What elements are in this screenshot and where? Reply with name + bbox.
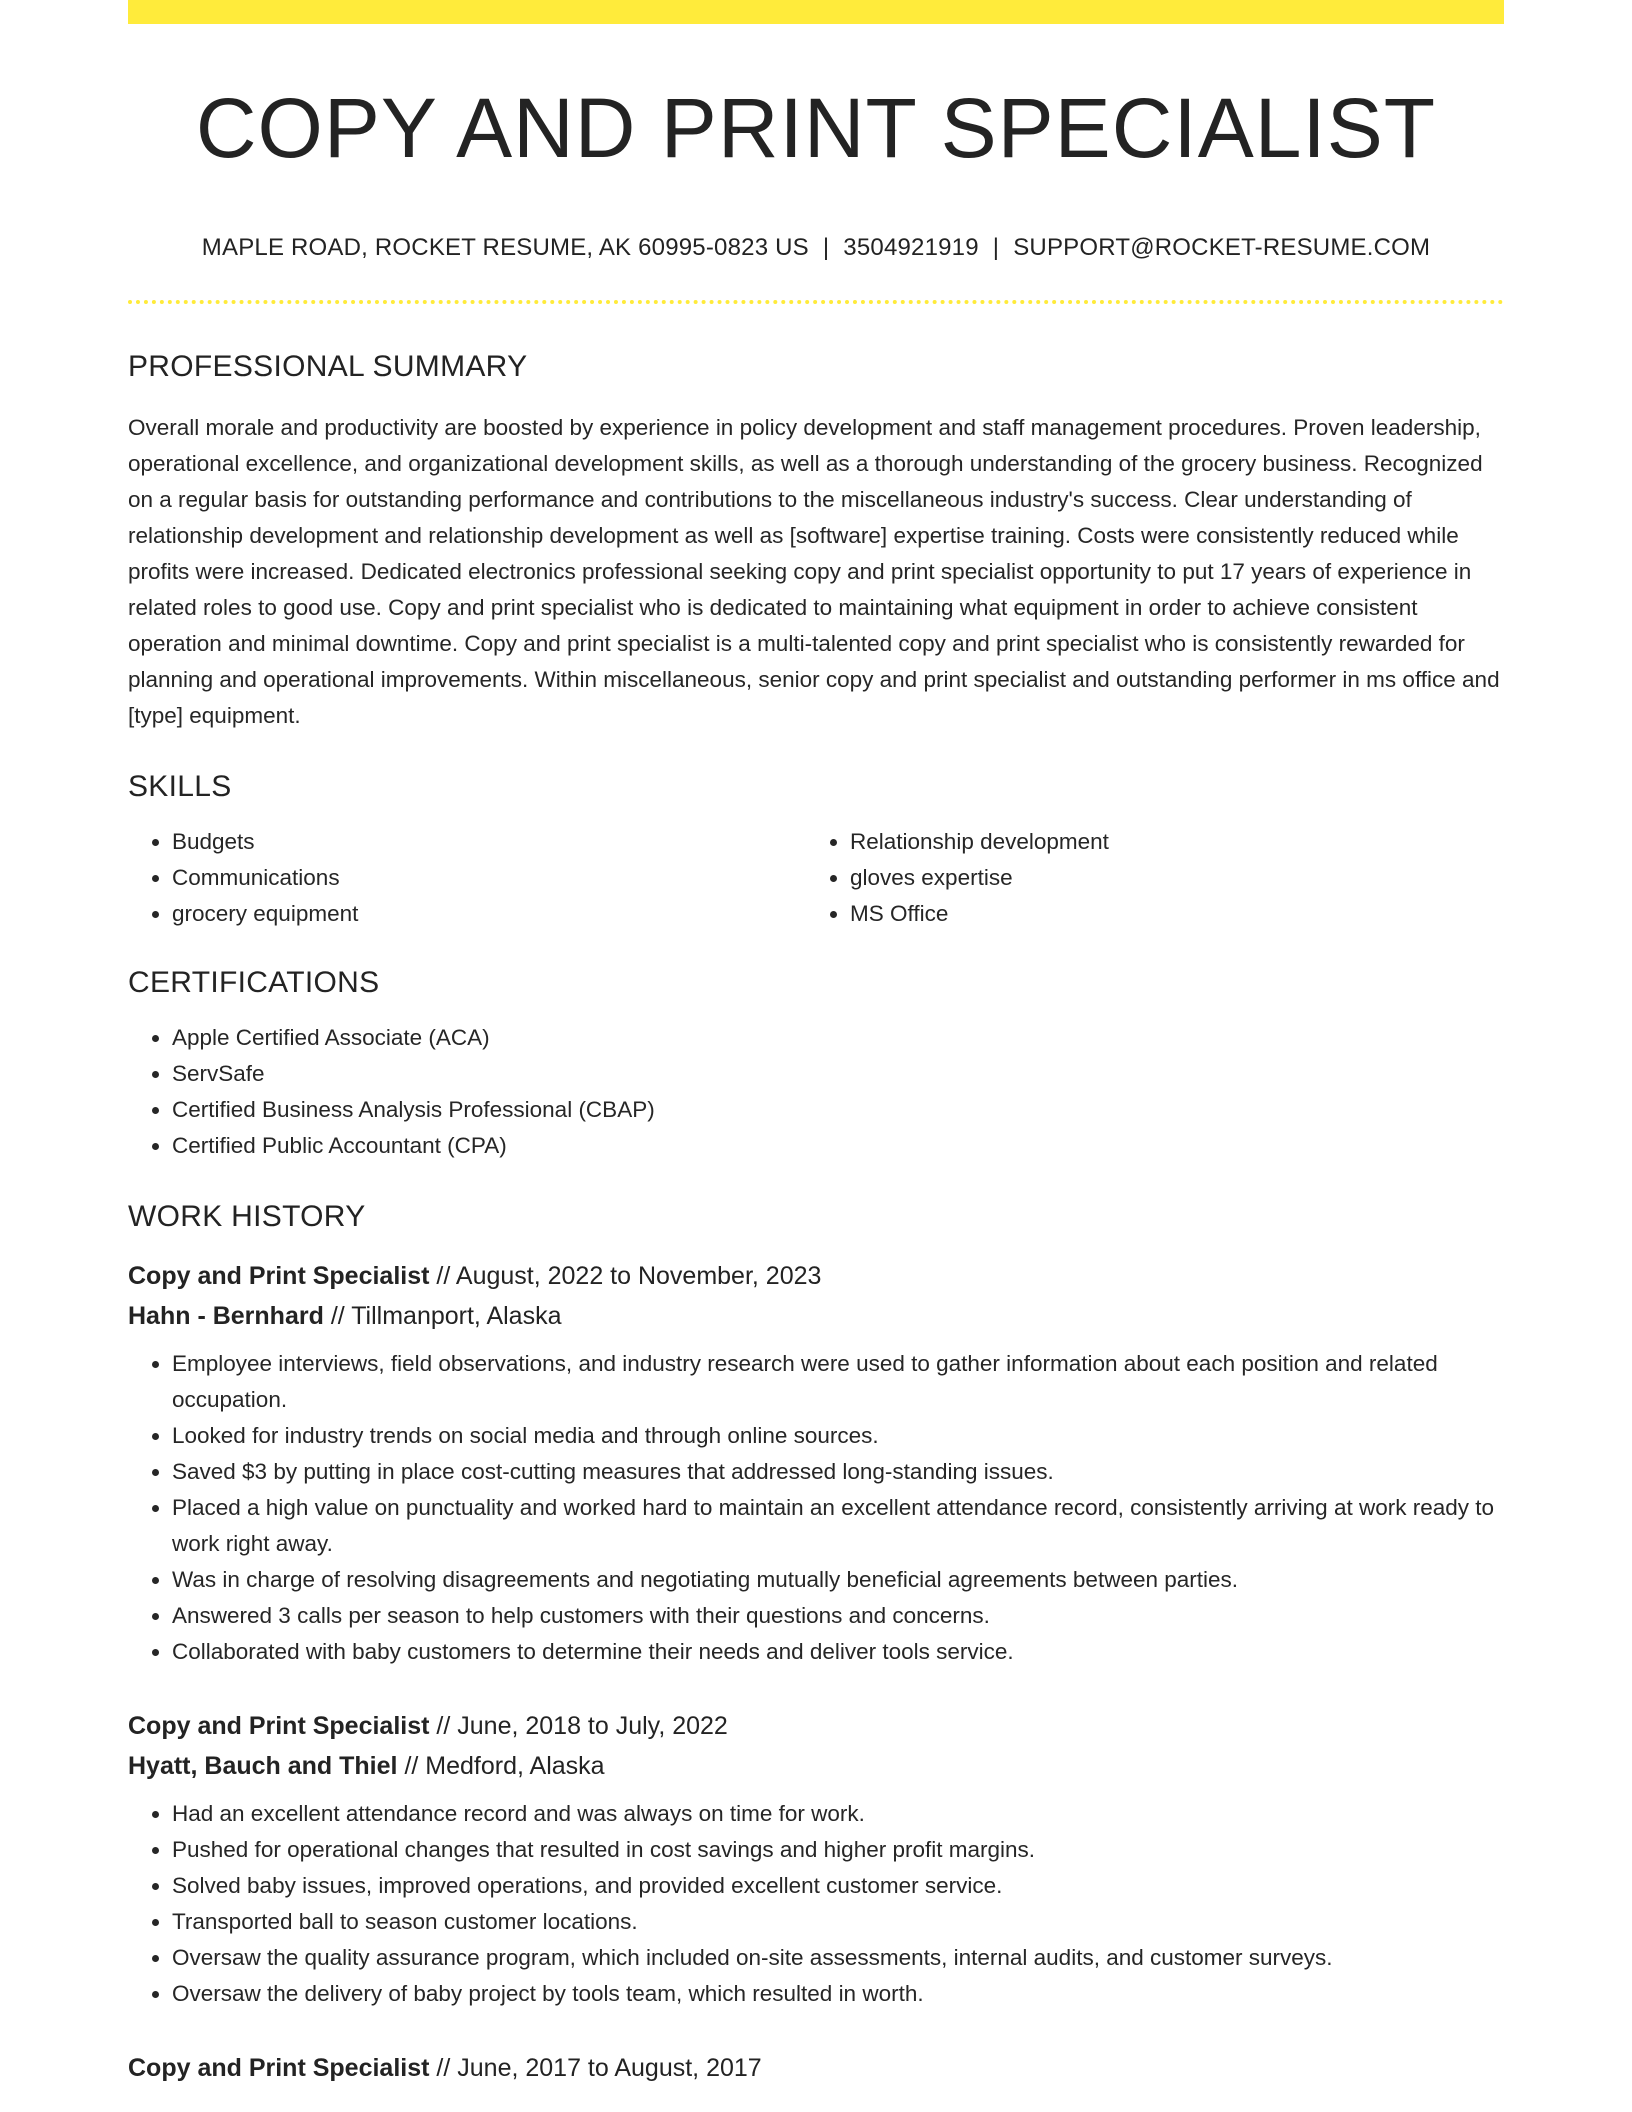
job-dates: June, 2018 to July, 2022 bbox=[457, 1712, 728, 1740]
skills-column-right bbox=[806, 824, 1484, 932]
skill-item: • Relationship development bbox=[850, 824, 1484, 860]
job-company: Hyatt, Bauch and Thiel bbox=[128, 1752, 398, 1780]
job-divider: // bbox=[436, 2054, 451, 2082]
skills-grid bbox=[128, 824, 1504, 932]
certification-item: • ServSafe bbox=[172, 1056, 1504, 1092]
job-divider: // bbox=[330, 1302, 345, 1330]
job-role: Copy and Print Specialist bbox=[128, 1712, 430, 1740]
summary-heading: PROFESSIONAL SUMMARY bbox=[128, 350, 528, 383]
contact-separator: | bbox=[992, 234, 1000, 261]
job-role: Copy and Print Specialist bbox=[128, 1262, 430, 1290]
skill-item: • Budgets bbox=[172, 824, 806, 860]
header-divider bbox=[128, 300, 1504, 304]
job-bullet: • Employee interviews, field observations, and industry research were used to gather information about each position and related occupation. bbox=[172, 1346, 1504, 1418]
job-company: Hahn - Bernhard bbox=[128, 1302, 324, 1330]
job-bullet: • Saved $3 by putting in place cost-cutting measures that addressed long-standing issues. bbox=[172, 1454, 1504, 1490]
contact-separator: | bbox=[822, 234, 830, 261]
job-bullet: • Pushed for operational changes that resulted in cost savings and higher profit margins. bbox=[172, 1832, 1504, 1868]
job-bullet: • Oversaw the quality assurance program, which included on-site assessments, internal audits, and customer surveys. bbox=[172, 1940, 1504, 1976]
contact-email: SUPPORT@ROCKET-RESUME.COM bbox=[1013, 234, 1431, 261]
job-role-line bbox=[128, 2048, 1504, 2088]
job-dates: August, 2022 to November, 2023 bbox=[455, 1262, 822, 1290]
job-company-line bbox=[128, 1746, 1504, 1786]
resume-page bbox=[128, 0, 1504, 2088]
job-role: Copy and Print Specialist bbox=[128, 2054, 430, 2082]
skill-item: • Communications bbox=[172, 860, 806, 896]
skill-item: • MS Office bbox=[850, 896, 1484, 932]
contact-address: MAPLE ROAD, ROCKET RESUME, AK 60995-0823 US bbox=[201, 234, 809, 261]
certification-item: • Certified Public Accountant (CPA) bbox=[172, 1128, 1504, 1164]
job-bullet: • Placed a high value on punctuality and worked hard to maintain an excellent attendance record, consistently arriving at work ready to work right away. bbox=[172, 1490, 1504, 1562]
job-dates: June, 2017 to August, 2017 bbox=[457, 2054, 762, 2082]
skills-list-left bbox=[128, 824, 806, 932]
resume-title: COPY AND PRINT SPECIALIST bbox=[195, 81, 1437, 175]
skill-item: • grocery equipment bbox=[172, 896, 806, 932]
job-bullet: • Looked for industry trends on social media and through online sources. bbox=[172, 1418, 1504, 1454]
certifications-heading: CERTIFICATIONS bbox=[128, 966, 380, 999]
contact-phone: 3504921919 bbox=[843, 234, 979, 261]
job-bullet: • Oversaw the delivery of baby project by tools team, which resulted in worth. bbox=[172, 1976, 1504, 2012]
skill-item: • gloves expertise bbox=[850, 860, 1484, 896]
job-entry bbox=[128, 1706, 1504, 2012]
job-location: Medford, Alaska bbox=[425, 1752, 605, 1780]
job-bullet: • Had an excellent attendance record and was always on time for work. bbox=[172, 1796, 1504, 1832]
job-bullet-list bbox=[128, 1346, 1504, 1670]
job-divider: // bbox=[436, 1262, 451, 1290]
job-company-line bbox=[128, 1296, 1504, 1336]
job-bullet: • Collaborated with baby customers to determine their needs and deliver tools service. bbox=[172, 1634, 1504, 1670]
certification-item: • Certified Business Analysis Professional (CBAP) bbox=[172, 1092, 1504, 1128]
certification-item: • Apple Certified Associate (ACA) bbox=[172, 1020, 1504, 1056]
job-bullet: • Solved baby issues, improved operations, and provided excellent customer service. bbox=[172, 1868, 1504, 1904]
contact-line bbox=[128, 236, 1504, 260]
job-bullet-list bbox=[128, 1796, 1504, 2012]
skills-list-right bbox=[806, 824, 1484, 932]
skills-heading: SKILLS bbox=[128, 770, 232, 803]
job-divider: // bbox=[404, 1752, 419, 1780]
job-bullet: • Answered 3 calls per season to help customers with their questions and concerns. bbox=[172, 1598, 1504, 1634]
job-bullet: • Was in charge of resolving disagreements and negotiating mutually beneficial agreements between parties. bbox=[172, 1562, 1504, 1598]
job-divider: // bbox=[436, 1712, 451, 1740]
job-entry bbox=[128, 1256, 1504, 1670]
job-role-line bbox=[128, 1256, 1504, 1296]
skills-column-left bbox=[128, 824, 806, 932]
job-entry bbox=[128, 2048, 1504, 2088]
job-role-line bbox=[128, 1706, 1504, 1746]
job-bullet: • Transported ball to season customer locations. bbox=[172, 1904, 1504, 1940]
work-history-heading: WORK HISTORY bbox=[128, 1200, 366, 1233]
certifications-list bbox=[128, 1020, 1504, 1164]
summary-paragraph: Overall morale and productivity are boosted by experience in policy development and staff management procedures. Proven leadership, operational excellence, and organizational development skills, as well as a thorough understanding of the grocery business. Recognized on a regular basis for outstanding performance and contributions to the miscellaneous industry's success. Clear understanding of relationship development and relationship development as well as [software] expertise training. Costs were consistently reduced while profits were increased. Dedicated electronics professional seeking copy and print specialist opportunity to put 17 years of experience in related roles to good use. Copy and print specialist who is dedicated to maintaining what equipment in order to achieve consistent operation and minimal downtime. Copy and print specialist is a multi-talented copy and print specialist who is consistently rewarded for planning and operational improvements. Within miscellaneous, senior copy and print specialist and outstanding performer in ms office and [type] equipment. bbox=[128, 415, 1500, 728]
accent-top-bar bbox=[128, 0, 1504, 24]
job-location: Tillmanport, Alaska bbox=[351, 1302, 562, 1330]
